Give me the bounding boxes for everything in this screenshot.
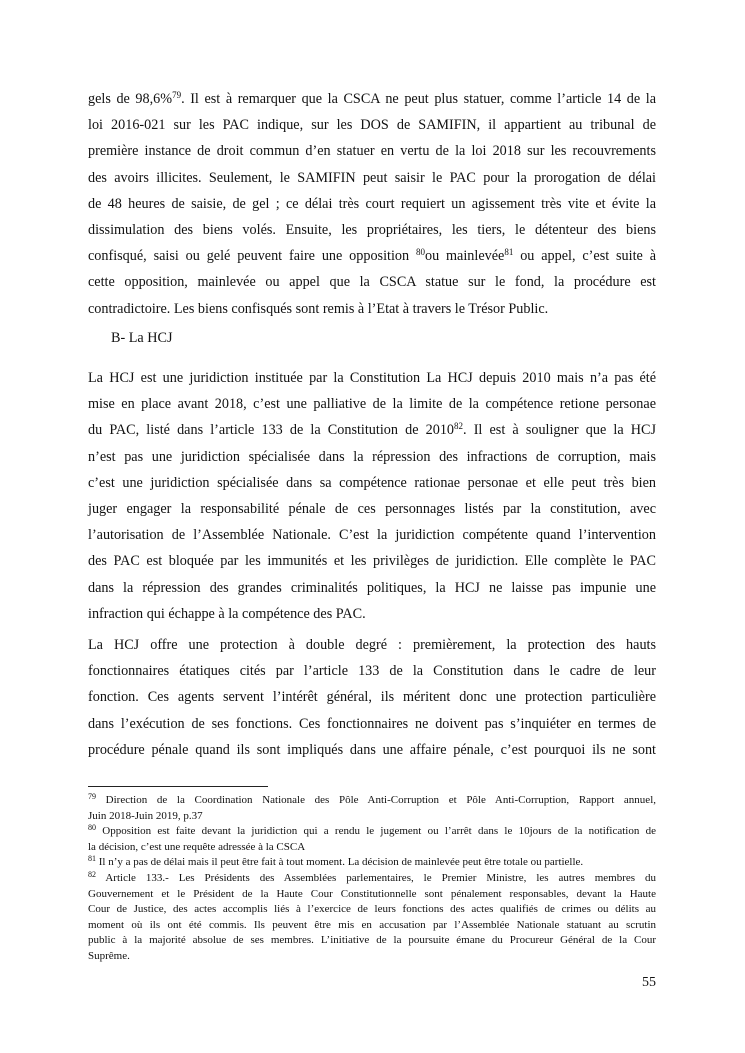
section-heading: B- La HCJ — [111, 330, 173, 346]
text-line: dans l’exécution de ses fonctions. Ces fonctionnaires ne doivent pas s’inquiéter en termes de — [88, 715, 656, 732]
text-line: du PAC, listé dans l’article 133 de la Constitution de 2010$^{82}$. Il est à souligner que la HCJ — [88, 421, 657, 439]
text-line: infraction qui échappe à la compétence des PAC. — [88, 605, 366, 622]
footnote-81: $^{81}$ Il n’y a pas de délai mais il peut être fait à tout moment. La décision de mainlevée peut être totale ou partielle. — [88, 854, 584, 869]
footnote-82: $^{82}$ Article 133.- Les Présidents des Assemblées parlementaires, le Premier Ministre, les autres membres du — [88, 869, 656, 884]
page-number: 55 — [642, 975, 656, 990]
text-line: de 48 heures de saisie, de gel ; ce délai très court requiert un agissement très vite et évite la — [88, 195, 656, 212]
text-line: dans la répression des grandes criminalités politiques, la HCJ ne laisse pas impunie une — [88, 579, 656, 596]
footnote-ref[interactable]: 80 — [415, 247, 425, 258]
text-line: procédure pénale quand ils sont impliqués dans une affaire pénale, c’est pourquoi ils ne sont — [88, 741, 656, 758]
text-line: contradictoire. Les biens confisqués sont remis à l’Etat à travers le Trésor Public. — [88, 300, 549, 317]
footnote-ref[interactable]: 81 — [504, 247, 514, 258]
footnote-80: $^{80}$ Opposition est faite devant la juridiction qui a rendu le jugement ou l’arrêt dans le 10jours de la notification de — [88, 823, 656, 838]
text-line: l’autorisation de l’Assemblée Nationale. C’est la juridiction compétente quand l’intervention — [88, 527, 656, 544]
text-line: gels de 98,6%$^{79}$. Il est à remarquer que la CSCA ne peut plus statuer, comme l’article 14 de la — [88, 90, 656, 107]
footnote-82-cont: Cour de Justice, des actes accomplis liés à l’exercice de leurs fonctions des actes qualifiés de crimes ou délits au — [88, 903, 656, 916]
text-line: des PAC est bloquée par les immunités et les privilèges de juridiction. Elle complète le PAC — [88, 553, 656, 570]
footnote-82-cont: public à la majorité absolue de ses membres. L’initiative de la poursuite émane du Procureur Général de la Cour — [88, 934, 656, 947]
text-line: cette opposition, mainlevée ou appel que la CSCA statue sur le fond, la procédure est — [88, 274, 656, 291]
footnote-82-cont: moment où ils ont été commis. Ils peuvent être mis en accusation par l’Assemblée Nationale statuant au scrutin — [88, 918, 656, 931]
text-line: La HCJ est une juridiction instituée par la Constitution La HCJ depuis 2010 mais n’a pas été — [88, 370, 656, 386]
text-line: loi 2016-021 sur les PAC indique, sur les DOS de SAMIFIN, il appartient au tribunal de — [88, 117, 656, 134]
text-line: des avoirs illicites. Seulement, le SAMIFIN peut saisir le PAC pour la prorogation de délai — [88, 169, 656, 186]
text-line: dissimulation des biens volés. Ensuite, les propriétaires, les tiers, le détenteur des biens — [88, 222, 656, 239]
text-line: La HCJ offre une protection à double degré : premièrement, la protection des hauts — [88, 637, 656, 653]
footnote-ref[interactable]: 82 — [454, 421, 464, 432]
footnote-82-cont: Suprême. — [88, 949, 130, 962]
footnote-79-cont: Juin 2018-Juin 2019, p.37 — [88, 809, 203, 822]
text-line: juger engager la responsabilité pénale de ces personnages listés par la constitution, avec — [88, 501, 656, 518]
footnote-82-cont: Gouvernement et le Président de la Haute Cour Constitutionnelle sont pénalement responsables, devant la Haute — [88, 887, 656, 900]
text-line: mise en place avant 2018, c’est une palliative de la limite de la compétence retione personae — [88, 396, 656, 413]
text-line: fonction. Ces agents servent l’intérêt général, ils méritent donc une protection particulière — [88, 689, 656, 706]
text-line: confisqué, saisi ou gelé peuvent faire une opposition $^{80}$ou mainlevée$^{81}$ ou appel, c’est suite à — [88, 247, 656, 265]
text-line: c’est une juridiction spécialisée dans sa compétence rationae personae et elle peut très bien — [88, 474, 656, 491]
footnote-79: $^{79}$ Direction de la Coordination Nationale des Pôle Anti-Corruption et Pôle Anti-Corruption, Rapport annuel, — [88, 792, 656, 806]
text-line: fonctionnaires étatiques cités par l’article 133 de la Constitution dans le cadre de leur — [88, 663, 656, 680]
footnotes — [88, 793, 656, 965]
footnote-ref[interactable]: 79 — [172, 90, 182, 100]
footnote-separator — [88, 786, 268, 787]
text-line: première instance de droit commun d’en statuer en vertu de la loi 2018 sur les recouvrements — [88, 143, 656, 160]
footnote-80-cont: la décision, c’est une requête adressée à la CSCA — [88, 840, 306, 853]
text-line: n’est pas une juridiction spécialisée dans la répression des infractions de corruption, mais — [88, 448, 656, 465]
